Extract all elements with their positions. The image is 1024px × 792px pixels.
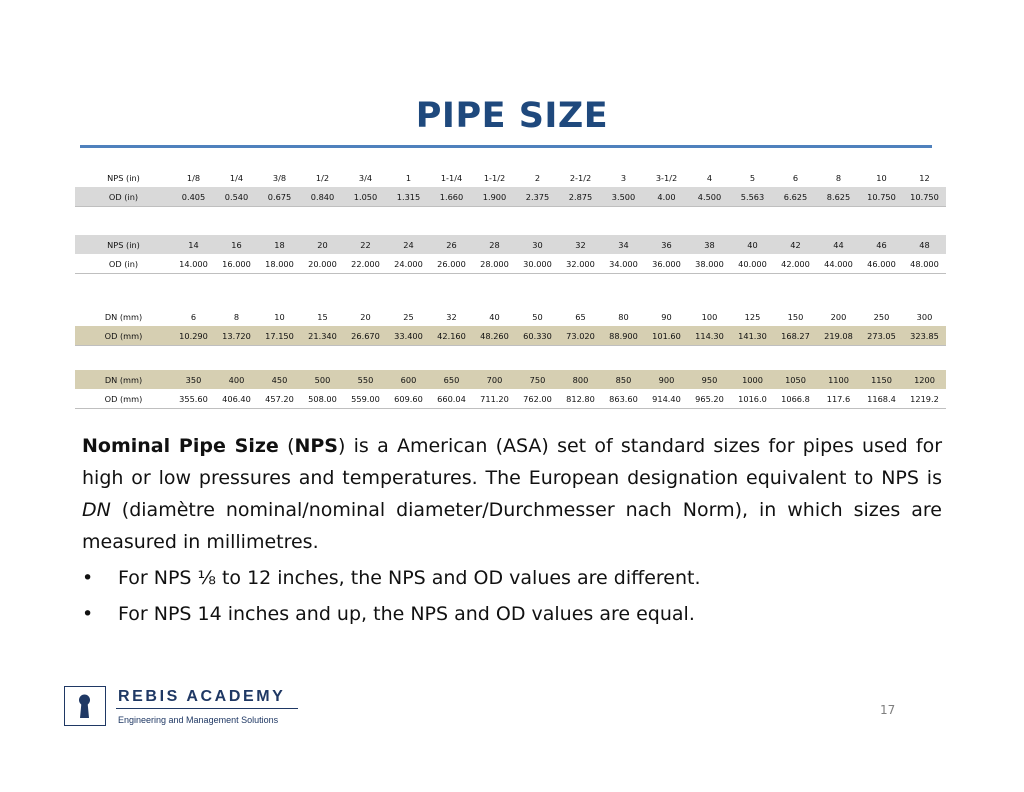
table-cell: 850 bbox=[602, 370, 645, 389]
table-cell: 73.020 bbox=[559, 326, 602, 346]
table-cell: 25 bbox=[403, 311, 414, 322]
table-cell: 36 bbox=[645, 235, 688, 254]
table-cell: 219.08 bbox=[817, 326, 860, 346]
table-row bbox=[75, 168, 946, 187]
row-header: NPS (in) bbox=[75, 235, 172, 254]
row-header: DN (mm) bbox=[75, 370, 172, 389]
table-cell: 46.000 bbox=[860, 254, 903, 274]
table-cell: 48.260 bbox=[473, 326, 516, 346]
table-cell: 40 bbox=[489, 311, 500, 322]
table-cell: 3/4 bbox=[358, 172, 373, 183]
table-cell: 50 bbox=[532, 311, 543, 322]
row-header: OD (mm) bbox=[75, 389, 172, 409]
table-cell: 4.500 bbox=[688, 187, 731, 207]
size-table bbox=[75, 235, 946, 274]
table-cell: 65 bbox=[575, 311, 586, 322]
table-cell: 3/8 bbox=[272, 172, 287, 183]
table-cell: 22.000 bbox=[344, 254, 387, 274]
table-cell: 600 bbox=[387, 370, 430, 389]
table-cell: 273.05 bbox=[860, 326, 903, 346]
bullet-item bbox=[82, 562, 942, 598]
table-cell: 750 bbox=[516, 370, 559, 389]
bullet-dot: • bbox=[82, 603, 94, 625]
table-cell: 42.160 bbox=[430, 326, 473, 346]
table-cell: 2 bbox=[534, 172, 541, 183]
table-cell: 6 bbox=[190, 311, 197, 322]
table-row bbox=[75, 307, 946, 326]
table-cell: 1 bbox=[405, 172, 412, 183]
table-cell: 42 bbox=[774, 235, 817, 254]
term-nominal-pipe-size: Nominal Pipe Size bbox=[82, 435, 279, 457]
table-cell: 1-1/4 bbox=[440, 172, 463, 183]
table-cell: 150 bbox=[787, 311, 804, 322]
bullet-text: For NPS ⅛ to 12 inches, the NPS and OD values are different. bbox=[118, 567, 701, 589]
term-nps: NPS bbox=[294, 435, 338, 457]
table-cell: 26.670 bbox=[344, 326, 387, 346]
bullet-item bbox=[82, 598, 942, 634]
table-cell: 34 bbox=[602, 235, 645, 254]
table-cell: 355.60 bbox=[172, 389, 215, 409]
table-cell: 863.60 bbox=[602, 389, 645, 409]
table-cell: 3-1/2 bbox=[655, 172, 678, 183]
table-row bbox=[75, 326, 946, 346]
size-table bbox=[75, 168, 946, 207]
table-cell: 1066.8 bbox=[774, 389, 817, 409]
table-cell: 10.750 bbox=[903, 187, 946, 207]
brand-name: REBIS ACADEMY bbox=[118, 688, 286, 705]
table-cell: 90 bbox=[661, 311, 672, 322]
table-cell: 406.40 bbox=[215, 389, 258, 409]
table-cell: 950 bbox=[688, 370, 731, 389]
table-cell: 1050 bbox=[774, 370, 817, 389]
nps-description bbox=[82, 430, 942, 558]
table-cell: 1100 bbox=[817, 370, 860, 389]
table-cell: 13.720 bbox=[215, 326, 258, 346]
table-cell: 32.000 bbox=[559, 254, 602, 274]
bullet-text: For NPS 14 inches and up, the NPS and OD values are equal. bbox=[118, 603, 695, 625]
table-cell: 60.330 bbox=[516, 326, 559, 346]
table-cell: 1/8 bbox=[186, 172, 201, 183]
table-cell: 3.500 bbox=[602, 187, 645, 207]
table-cell: 609.60 bbox=[387, 389, 430, 409]
size-table bbox=[75, 370, 946, 409]
table-cell: 1.050 bbox=[344, 187, 387, 207]
table-cell: 4 bbox=[706, 172, 713, 183]
table-cell: 8.625 bbox=[817, 187, 860, 207]
table-row bbox=[75, 370, 946, 389]
row-header: NPS (in) bbox=[107, 172, 140, 183]
table-cell: 101.60 bbox=[645, 326, 688, 346]
table-cell: 20 bbox=[301, 235, 344, 254]
bullet-dot: • bbox=[82, 567, 94, 589]
table-cell: 2-1/2 bbox=[569, 172, 592, 183]
table-cell: 42.000 bbox=[774, 254, 817, 274]
table-cell: 8 bbox=[835, 172, 842, 183]
row-header: DN (mm) bbox=[104, 311, 143, 322]
table-cell: 40 bbox=[731, 235, 774, 254]
bullet-list bbox=[82, 562, 942, 634]
table-cell: 0.405 bbox=[172, 187, 215, 207]
term-dn: DN bbox=[82, 499, 111, 521]
table-cell: 10.750 bbox=[860, 187, 903, 207]
table-cell: 300 bbox=[916, 311, 933, 322]
table-cell: 1168.4 bbox=[860, 389, 903, 409]
table-cell: 812.80 bbox=[559, 389, 602, 409]
row-header: OD (in) bbox=[75, 187, 172, 207]
row-header: OD (in) bbox=[75, 254, 172, 274]
table-cell: 1.315 bbox=[387, 187, 430, 207]
table-cell: 3 bbox=[620, 172, 627, 183]
table-cell: 28 bbox=[473, 235, 516, 254]
table-cell: 450 bbox=[258, 370, 301, 389]
table-cell: 200 bbox=[830, 311, 847, 322]
table-cell: 660.04 bbox=[430, 389, 473, 409]
table-cell: 914.40 bbox=[645, 389, 688, 409]
brand-tagline: Engineering and Management Solutions bbox=[118, 715, 279, 725]
table-cell: 5 bbox=[749, 172, 756, 183]
row-header: OD (mm) bbox=[75, 326, 172, 346]
table-cell: 36.000 bbox=[645, 254, 688, 274]
table-cell: 1219.2 bbox=[903, 389, 946, 409]
table-row bbox=[75, 254, 946, 274]
table-cell: 32 bbox=[446, 311, 457, 322]
table-row bbox=[75, 235, 946, 254]
table-cell: 168.27 bbox=[774, 326, 817, 346]
table-row bbox=[75, 389, 946, 409]
table-cell: 1016.0 bbox=[731, 389, 774, 409]
table-cell: 88.900 bbox=[602, 326, 645, 346]
table-cell: 117.6 bbox=[817, 389, 860, 409]
table-cell: 8 bbox=[233, 311, 240, 322]
table-cell: 1.900 bbox=[473, 187, 516, 207]
table-cell: 1/4 bbox=[229, 172, 244, 183]
table-cell: 44 bbox=[817, 235, 860, 254]
table-cell: 0.840 bbox=[301, 187, 344, 207]
table-cell: 34.000 bbox=[602, 254, 645, 274]
table-cell: 44.000 bbox=[817, 254, 860, 274]
table-cell: 550 bbox=[344, 370, 387, 389]
description-part-2: (diamètre nominal/nominal diameter/Durchmesser nach Norm), in which sizes are measured in millimetres. bbox=[82, 499, 942, 553]
table-cell: 5.563 bbox=[731, 187, 774, 207]
table-cell: 22 bbox=[344, 235, 387, 254]
table-cell: 1200 bbox=[903, 370, 946, 389]
table-cell: 1/2 bbox=[315, 172, 330, 183]
table-cell: 24 bbox=[387, 235, 430, 254]
size-table bbox=[75, 307, 946, 346]
table-cell: 4.00 bbox=[645, 187, 688, 207]
table-cell: 30.000 bbox=[516, 254, 559, 274]
table-cell: 0.675 bbox=[258, 187, 301, 207]
table-cell: 30 bbox=[516, 235, 559, 254]
paren-open: ( bbox=[278, 435, 295, 457]
table-cell: 2.375 bbox=[516, 187, 559, 207]
table-cell: 114.30 bbox=[688, 326, 731, 346]
page-number: 17 bbox=[880, 703, 896, 717]
table-cell: 10 bbox=[274, 311, 285, 322]
table-cell: 20 bbox=[360, 311, 371, 322]
table-cell: 24.000 bbox=[387, 254, 430, 274]
table-cell: 26 bbox=[430, 235, 473, 254]
table-cell: 0.540 bbox=[215, 187, 258, 207]
table-cell: 762.00 bbox=[516, 389, 559, 409]
table-cell: 17.150 bbox=[258, 326, 301, 346]
table-cell: 16 bbox=[215, 235, 258, 254]
table-cell: 457.20 bbox=[258, 389, 301, 409]
table-cell: 900 bbox=[645, 370, 688, 389]
table-cell: 48.000 bbox=[903, 254, 946, 274]
table-cell: 1.660 bbox=[430, 187, 473, 207]
table-cell: 15 bbox=[317, 311, 328, 322]
table-cell: 10.290 bbox=[172, 326, 215, 346]
table-cell: 16.000 bbox=[215, 254, 258, 274]
description-part-1: ) is a American (ASA) set of standard sizes for pipes used for high or low pressures and temperatures. The European designation equivalent to NPS is bbox=[82, 435, 943, 489]
table-cell: 18 bbox=[258, 235, 301, 254]
table-row bbox=[75, 187, 946, 207]
table-cell: 100 bbox=[701, 311, 718, 322]
table-cell: 141.30 bbox=[731, 326, 774, 346]
table-cell: 965.20 bbox=[688, 389, 731, 409]
table-cell: 508.00 bbox=[301, 389, 344, 409]
table-cell: 2.875 bbox=[559, 187, 602, 207]
table-cell: 20.000 bbox=[301, 254, 344, 274]
table-cell: 6.625 bbox=[774, 187, 817, 207]
keyhole-icon bbox=[64, 686, 106, 726]
table-cell: 48 bbox=[903, 235, 946, 254]
table-cell: 6 bbox=[792, 172, 799, 183]
table-cell: 10 bbox=[876, 172, 887, 183]
table-cell: 1000 bbox=[731, 370, 774, 389]
table-cell: 33.400 bbox=[387, 326, 430, 346]
table-cell: 26.000 bbox=[430, 254, 473, 274]
table-cell: 14 bbox=[172, 235, 215, 254]
table-cell: 400 bbox=[215, 370, 258, 389]
table-cell: 1150 bbox=[860, 370, 903, 389]
table-cell: 1-1/2 bbox=[483, 172, 506, 183]
table-cell: 350 bbox=[172, 370, 215, 389]
table-cell: 46 bbox=[860, 235, 903, 254]
table-cell: 711.20 bbox=[473, 389, 516, 409]
table-cell: 28.000 bbox=[473, 254, 516, 274]
brand-divider bbox=[116, 708, 298, 709]
table-cell: 32 bbox=[559, 235, 602, 254]
table-cell: 80 bbox=[618, 311, 629, 322]
slide-title: PIPE SIZE bbox=[415, 96, 609, 136]
table-cell: 323.85 bbox=[903, 326, 946, 346]
table-cell: 38.000 bbox=[688, 254, 731, 274]
table-cell: 40.000 bbox=[731, 254, 774, 274]
table-cell: 125 bbox=[744, 311, 761, 322]
table-cell: 21.340 bbox=[301, 326, 344, 346]
table-cell: 14.000 bbox=[172, 254, 215, 274]
table-cell: 650 bbox=[430, 370, 473, 389]
table-cell: 700 bbox=[473, 370, 516, 389]
title-underline bbox=[80, 145, 932, 148]
table-cell: 12 bbox=[919, 172, 930, 183]
table-cell: 800 bbox=[559, 370, 602, 389]
table-cell: 250 bbox=[873, 311, 890, 322]
table-cell: 38 bbox=[688, 235, 731, 254]
table-cell: 18.000 bbox=[258, 254, 301, 274]
table-cell: 500 bbox=[301, 370, 344, 389]
table-cell: 559.00 bbox=[344, 389, 387, 409]
